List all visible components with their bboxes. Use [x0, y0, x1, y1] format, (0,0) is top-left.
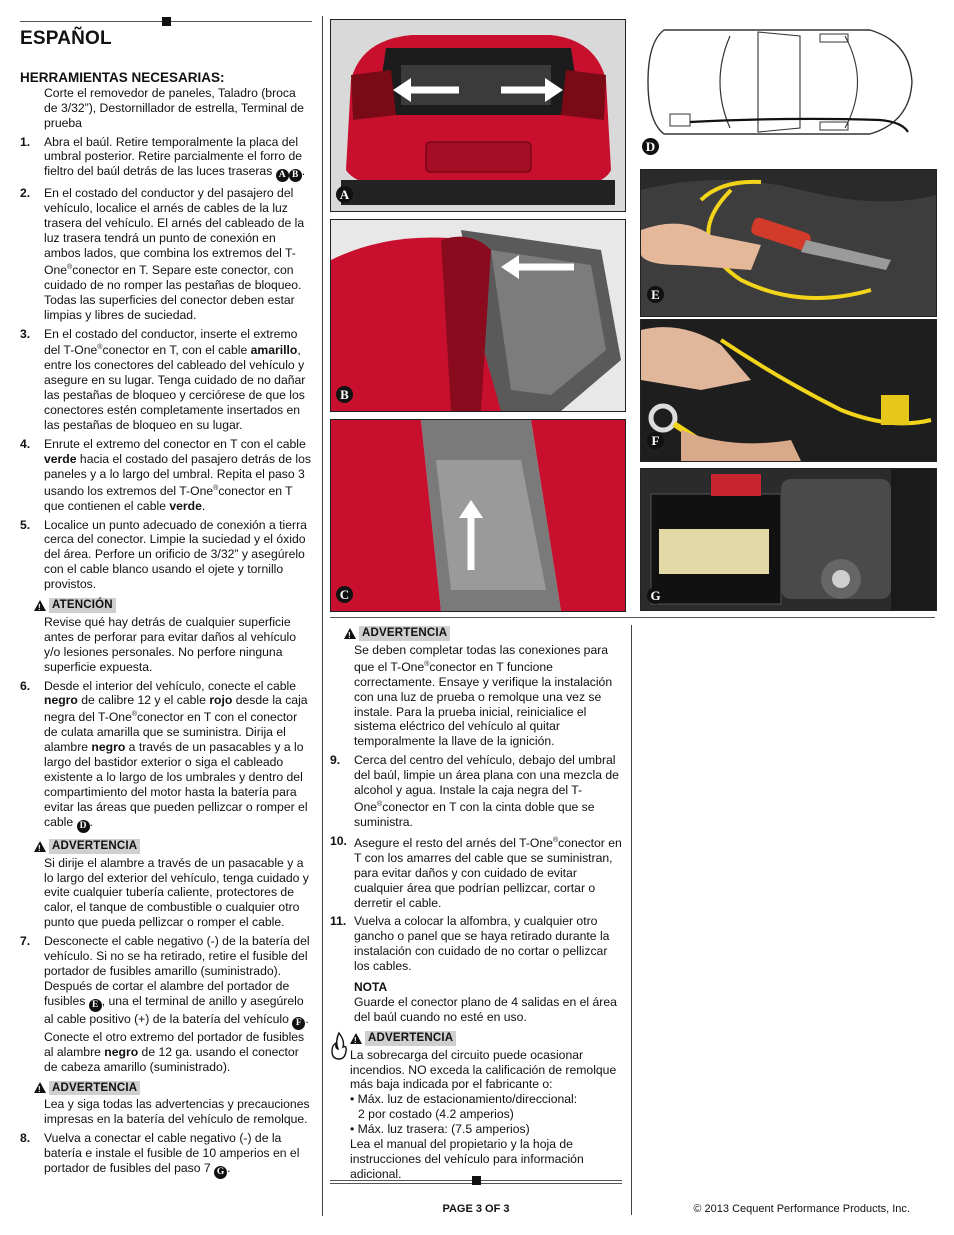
figure-e-label: E	[647, 286, 664, 303]
bottom-marker	[472, 1176, 481, 1185]
vehicle-route-diagram	[640, 22, 916, 162]
step-7: 7. Desconecte el cable negativo (-) de la batería del vehículo. Si no se ha retirado, retire el fusible del portador de fusibles amarillo (suministrado). Después de cortar el alambre del portador de fusibles E , una el terminal de anillo y asegúrelo al cable positivo (+) de la batería del vehículo F . Conecte el otro extremo del portador de fusibles al alambre negro de 12 ga. usando el conector de cabeza amarillo (suministrado).	[20, 934, 310, 1074]
figure-c-label: C	[336, 586, 353, 603]
wire-cutting-illustration	[641, 170, 936, 316]
trunk-liner-illustration	[331, 220, 625, 411]
warning-icon	[34, 1082, 46, 1093]
figure-d-label: D	[642, 138, 659, 155]
step-2: 2. En el costado del conductor y del pasajero del vehículo, localice el arnés de cables de la luz trasera del vehículo. El arnés del cableado de la luz trasera tendrá un punto de conexión en ambos lados, que combina los extremos del T-One®conector en T. Separe este conector, con cuidado de no romper las pestañas de bloqueo. Todas las superficies del conector deben estar limpias y libres de suciedad.	[20, 186, 305, 322]
figure-g-battery-photo	[640, 468, 937, 611]
figure-ref-g: G	[214, 1166, 227, 1179]
figure-ref-f: F	[292, 1017, 305, 1030]
middle-column	[330, 622, 622, 1182]
attention-notice: ! ATENCIÓN Revise qué hay detrás de cualquier superficie antes de perforar para evitar daños al vehículo y/o lesiones personales. No perfore ninguna superficie expuesta.	[20, 594, 312, 674]
step-5: 5. Localice un punto adecuado de conexión a tierra cerca del conector. Limpie la suciedad y el óxido del área. Perfore un orificio de 3/32” y asegúrelo con el cable blanco usando el ojete y tornillo provistos.	[20, 517, 307, 592]
trunk-sill-illustration	[331, 420, 625, 611]
warning-notice-4: ! ADVERTENCIA La sobrecarga del circuito puede ocasionar incendios. NO exceda la calificación de remolque más baja indicada por el fabricante o: • Máx. luz de estacionamiento/direccional: 2 por costado (4.2 amperios) • Máx. luz trasera: (7.5 amperios) Lea el manual del propietario y la hoja de instrucciones del vehículo para información adicional.	[330, 1031, 622, 1182]
column-divider-2	[631, 625, 632, 1215]
ring-terminal-illustration	[641, 320, 936, 461]
figure-b-liner-photo	[330, 219, 626, 412]
warning-notice-3: ! ADVERTENCIA Se deben completar todas las conexiones para que el T-One®conector en T funcione correctamente. Ensaye y verifique la instalación con una luz de prueba o remolque una vez se instale. Para la prueba inicial, reinicialice el sistema eléctrico del vehículo al quitar temporalmente la llave de la ignición.	[330, 622, 622, 749]
tools-heading: HERRAMIENTAS NECESARIAS:	[20, 69, 225, 85]
header-marker-left	[162, 17, 171, 26]
note-block: NOTA Guarde el conector plano de 4 salidas en el área del baúl cuando no esté en uso.	[354, 980, 617, 1024]
left-column	[20, 28, 312, 1179]
figure-g-label: G	[647, 587, 664, 604]
warning-icon	[350, 1033, 362, 1044]
figure-c-sill-photo	[330, 419, 626, 612]
warning-icon	[344, 628, 356, 639]
page-title: ESPAÑOL	[20, 28, 112, 49]
figure-ref-a: A	[276, 169, 289, 182]
figure-a-trunk-photo	[330, 19, 626, 212]
column-divider-1	[322, 16, 323, 1216]
trunk-rear-illustration	[331, 20, 625, 211]
warning-notice-2: ! ADVERTENCIA Lea y siga todas las advertencias y precauciones impresas en la batería del vehículo de remolque.	[20, 1077, 312, 1128]
figure-f-label: F	[647, 432, 664, 449]
copyright: © 2013 Cequent Performance Products, Inc.	[693, 1203, 910, 1215]
fire-icon	[330, 1031, 348, 1061]
step-10: 10. Asegure el resto del arnés del T-One®conector en T con los amarres del cable que se suministran, para evitar daños y con cuidado de evitar cualquier área que podrían pellizcar, cortar o derretir el cable.	[330, 833, 622, 910]
middle-separator	[330, 617, 935, 618]
step-6: 6. Desde el interior del vehículo, conecte el cable negro de calibre 12 y el cable rojo desde la caja negra del T-One®conector en T con el conector de culata amarilla que se suministra. Dirija el alambre negro a través de un pasacables y a lo largo del bastidor exterior o siga el cableado existente a lo largo de los umbrales y dentro del compartimiento del motor hasta la batería para evitar las áreas que pueden pellizcar o romper el cable D .	[20, 678, 308, 831]
step-11: 11. Vuelva a colocar la alfombra, y cualquier otro gancho o panel que se haya retirado durante la instalación con cuidado de no cortar o pellizcar los cables.	[330, 914, 610, 974]
step-1: 1. Abra el baúl. Retire temporalmente la placa del umbral posterior. Retire parcialmente el forro de fieltro del baúl detrás de las luces traseras A B .	[20, 134, 306, 181]
warning-notice-1: ! ADVERTENCIA Si dirije el alambre a través de un pasacable y a lo largo del exterior del vehículo, tenga cuidado y evite cualquier tubería caliente, protectores de calor, el tanque de combustible o cualquier otro punto que pueda pellizcar o romper el cable.	[20, 835, 312, 930]
figure-e-cutting-photo	[640, 169, 937, 317]
step-3: 3. En el costado del conductor, inserte el extremo del T-One®conector en T, con el cable amarillo, entre los conectores del cableado del vehículo y asegure en su lugar. Tenga cuidado de no dañar las pestañas de bloqueo y cerciórese de que los conectores estén completamente insertados en las pestañas de bloqueo en su lugar.	[20, 326, 306, 433]
step-4: 4. Enrute el extremo del conector en T con el cable verde hacia el costado del pasajero detrás de los paneles y a lo largo del umbral. Repita el paso 3 usando los extremos del T-One®conector en T que contienen el cable verde.	[20, 436, 311, 513]
figure-d-wiring-diagram	[640, 22, 916, 162]
battery-illustration	[641, 469, 936, 610]
figure-f-terminal-photo	[640, 319, 937, 462]
figure-b-label: B	[336, 386, 353, 403]
figure-ref-b: B	[289, 169, 302, 182]
tools-list: Corte el removedor de paneles, Taladro (broca de 3/32”), Destornillador de estrella, Terminal de prueba	[44, 85, 304, 130]
step-8: 8. Vuelva a conectar el cable negativo (-) de la batería e instale el fusible de 10 amperios en el portador de fusibles del paso 7 G .	[20, 1131, 300, 1178]
step-9: 9. Cerca del centro del vehículo, debajo del umbral del baúl, limpie un área plana con una mezcla de alcohol y agua. Instale la caja negra del T-One®conector en T con la cinta doble que se suministra.	[330, 753, 619, 829]
figure-ref-d: D	[77, 820, 90, 833]
warning-icon	[34, 600, 46, 611]
page-number: PAGE 3 OF 3	[442, 1203, 510, 1215]
figure-ref-e: E	[89, 999, 102, 1012]
warning-icon	[34, 841, 46, 852]
figure-a-label: A	[336, 186, 353, 203]
